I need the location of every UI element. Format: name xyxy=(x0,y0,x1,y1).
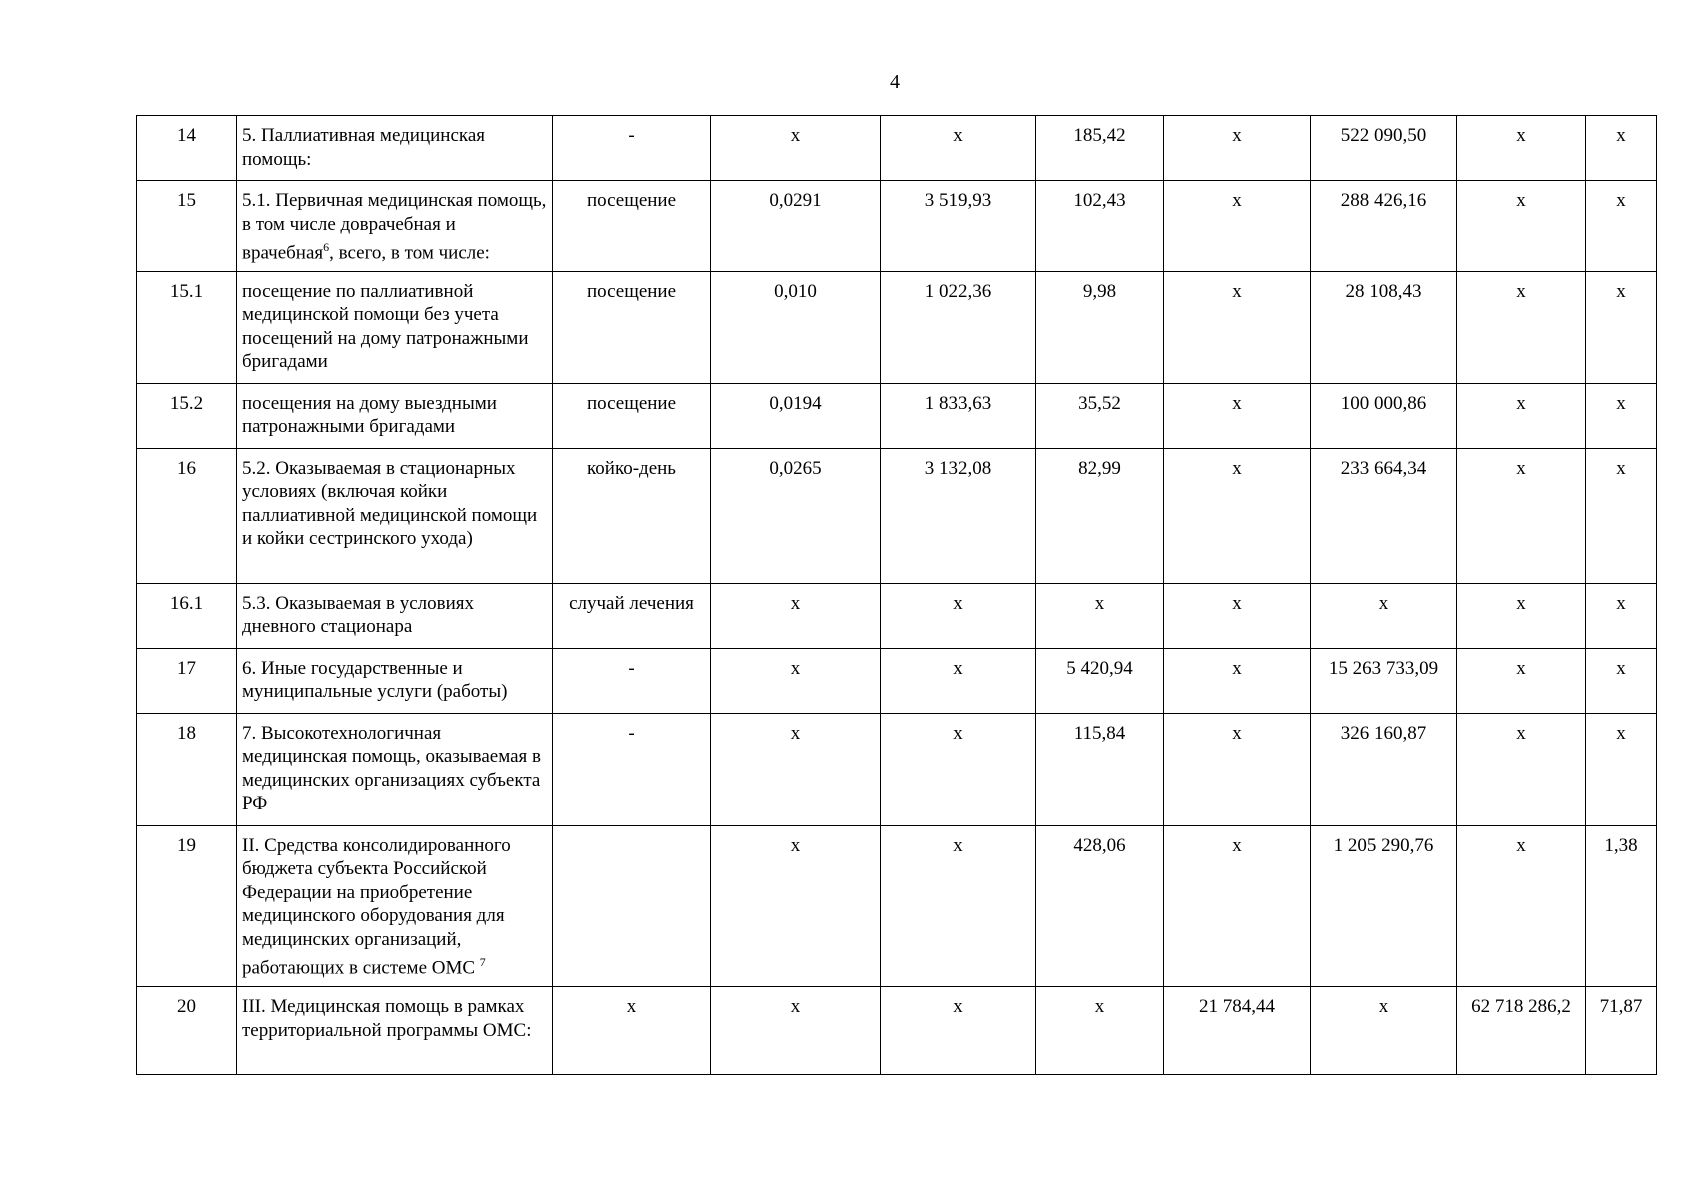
unit-cell: - xyxy=(553,116,711,181)
value-cell: 0,0194 xyxy=(711,383,881,448)
value-cell: х xyxy=(1311,583,1457,648)
row-number-cell: 17 xyxy=(137,648,237,713)
value-cell: 185,42 xyxy=(1036,116,1164,181)
value-cell: 428,06 xyxy=(1036,825,1164,986)
value-cell: х xyxy=(1457,583,1586,648)
unit-cell xyxy=(553,825,711,986)
value-cell: 233 664,34 xyxy=(1311,448,1457,583)
value-cell: х xyxy=(1164,448,1311,583)
value-cell: х xyxy=(1457,648,1586,713)
value-cell: х xyxy=(711,116,881,181)
unit-cell: посещение xyxy=(553,181,711,272)
table-row xyxy=(137,116,1657,181)
value-cell: 100 000,86 xyxy=(1311,383,1457,448)
value-cell: 522 090,50 xyxy=(1311,116,1457,181)
table-row xyxy=(137,987,1657,1075)
value-cell: 1 022,36 xyxy=(881,271,1036,383)
value-cell: 35,52 xyxy=(1036,383,1164,448)
value-cell: х xyxy=(881,987,1036,1075)
value-cell: 71,87 xyxy=(1586,987,1657,1075)
table-row xyxy=(137,271,1657,383)
value-cell: х xyxy=(881,648,1036,713)
value-cell: 9,98 xyxy=(1036,271,1164,383)
value-cell: х xyxy=(1036,987,1164,1075)
row-name-tail: , всего, в том числе: xyxy=(329,242,490,264)
value-cell: 1 833,63 xyxy=(881,383,1036,448)
value-cell: х xyxy=(1164,713,1311,825)
unit-cell: - xyxy=(553,713,711,825)
value-cell: х xyxy=(1457,271,1586,383)
value-cell: х xyxy=(881,713,1036,825)
unit-cell: койко-день xyxy=(553,448,711,583)
value-cell: 0,010 xyxy=(711,271,881,383)
value-cell: 1,38 xyxy=(1586,825,1657,986)
value-cell: х xyxy=(1586,181,1657,272)
unit-cell: х xyxy=(553,987,711,1075)
footnote-mark: 6 xyxy=(323,240,330,254)
table-row xyxy=(137,825,1657,986)
value-cell: х xyxy=(881,116,1036,181)
row-name-cell: 7. Высокотехнологичная медицинская помощь, оказываемая в медицинских организациях субъекта РФ xyxy=(237,713,553,825)
table-row xyxy=(137,713,1657,825)
value-cell: 5 420,94 xyxy=(1036,648,1164,713)
row-number-cell: 15.2 xyxy=(137,383,237,448)
value-cell: х xyxy=(1164,271,1311,383)
unit-cell: посещение xyxy=(553,383,711,448)
value-cell: 3 519,93 xyxy=(881,181,1036,272)
value-cell: х xyxy=(1586,583,1657,648)
row-name-cell: посещение по паллиативной медицинской помощи без учета посещений на дому патронажными бригадами xyxy=(237,271,553,383)
row-name-cell: 5.3. Оказываемая в условиях дневного стационара xyxy=(237,583,553,648)
row-name-cell xyxy=(237,825,553,986)
row-name-cell: посещения на дому выездными патронажными бригадами xyxy=(237,383,553,448)
unit-cell: случай лечения xyxy=(553,583,711,648)
value-cell: 1 205 290,76 xyxy=(1311,825,1457,986)
value-cell: х xyxy=(1457,713,1586,825)
row-number-cell: 18 xyxy=(137,713,237,825)
value-cell: х xyxy=(1311,987,1457,1075)
value-cell: х xyxy=(1586,448,1657,583)
value-cell: 82,99 xyxy=(1036,448,1164,583)
row-number-cell: 16.1 xyxy=(137,583,237,648)
row-name-cell: 5.2. Оказываемая в стационарных условиях (включая койки паллиативной медицинской помощи и койки сестринского ухода) xyxy=(237,448,553,583)
row-name-cell: 5. Паллиативная медицинская помощь: xyxy=(237,116,553,181)
value-cell: х xyxy=(1164,648,1311,713)
value-cell: х xyxy=(1164,825,1311,986)
value-cell: 288 426,16 xyxy=(1311,181,1457,272)
table-row xyxy=(137,383,1657,448)
value-cell: х xyxy=(1164,181,1311,272)
value-cell: х xyxy=(1457,116,1586,181)
row-number-cell: 20 xyxy=(137,987,237,1075)
value-cell: 3 132,08 xyxy=(881,448,1036,583)
value-cell: х xyxy=(1586,116,1657,181)
row-number-cell: 15 xyxy=(137,181,237,272)
value-cell: х xyxy=(711,583,881,648)
value-cell: х xyxy=(1586,648,1657,713)
value-cell: 15 263 733,09 xyxy=(1311,648,1457,713)
table-row xyxy=(137,448,1657,583)
value-cell: 28 108,43 xyxy=(1311,271,1457,383)
unit-cell: - xyxy=(553,648,711,713)
row-name-cell xyxy=(237,181,553,272)
table-row xyxy=(137,181,1657,272)
value-cell: х xyxy=(1586,713,1657,825)
value-cell: 115,84 xyxy=(1036,713,1164,825)
value-cell: х xyxy=(1036,583,1164,648)
footnote-mark: 7 xyxy=(479,955,486,970)
value-cell: х xyxy=(1164,383,1311,448)
row-number-cell: 16 xyxy=(137,448,237,583)
value-cell: 326 160,87 xyxy=(1311,713,1457,825)
value-cell: х xyxy=(881,825,1036,986)
value-cell: х xyxy=(1164,116,1311,181)
value-cell: 21 784,44 xyxy=(1164,987,1311,1075)
page-number: 4 xyxy=(890,71,900,93)
row-name-text: 5.1. Первичная медицинская помощь, в том числе доврачебная и врачебная xyxy=(242,190,547,264)
row-name-cell: III. Медицинская помощь в рамках территориальной программы ОМС: xyxy=(237,987,553,1075)
value-cell: 62 718 286,2 xyxy=(1457,987,1586,1075)
value-cell: х xyxy=(1586,271,1657,383)
value-cell: х xyxy=(711,648,881,713)
value-cell: х xyxy=(1164,583,1311,648)
value-cell: 0,0291 xyxy=(711,181,881,272)
value-cell: х xyxy=(1586,383,1657,448)
unit-cell: посещение xyxy=(553,271,711,383)
value-cell: 102,43 xyxy=(1036,181,1164,272)
value-cell: 0,0265 xyxy=(711,448,881,583)
value-cell: х xyxy=(711,987,881,1075)
row-number-cell: 15.1 xyxy=(137,271,237,383)
value-cell: х xyxy=(1457,181,1586,272)
table-row xyxy=(137,583,1657,648)
row-name-text: II. Средства консолидированного бюджета субъекта Российской Федерации на приобретение медицинского оборудования для медицинских организаций, работающих в системе ОМС xyxy=(242,834,511,979)
row-number-cell: 14 xyxy=(137,116,237,181)
value-cell: х xyxy=(1457,383,1586,448)
value-cell: х xyxy=(711,825,881,986)
row-name-cell: 6. Иные государственные и муниципальные услуги (работы) xyxy=(237,648,553,713)
value-cell: х xyxy=(711,713,881,825)
value-cell: х xyxy=(1457,825,1586,986)
data-table xyxy=(136,115,1657,1075)
row-number-cell: 19 xyxy=(137,825,237,986)
table-row xyxy=(137,648,1657,713)
value-cell: х xyxy=(881,583,1036,648)
value-cell: х xyxy=(1457,448,1586,583)
